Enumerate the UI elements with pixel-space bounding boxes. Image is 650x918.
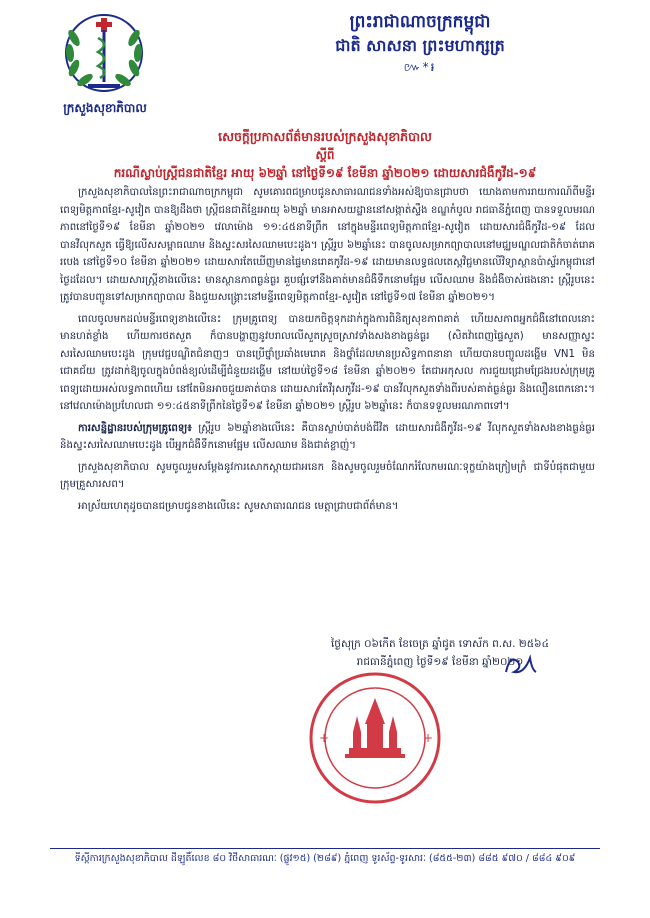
announcement-title: សេចក្តីប្រកាសព័ត៌មានរបស់ក្រសួងសុខាភិបាល [218,129,432,144]
kingdom-header [250,10,590,76]
footer-address: ទីស្តីការក្រសួងសុខាភិបាល ដីឡូតិ៍លេខ ៨០ វិថីសាធារណៈ (ផ្លូវ១៥) (២៨៩) ភ្នំពេញ ទូរស័ព្ទ-ទូរសារៈ (៨៥៥-២៣) ៨៨៥ ៩៧០ / ៨៨៤ ៩០៩ [74,853,576,864]
announcement-titles [40,128,610,182]
announcement-body [60,184,595,519]
lunar-date: ថ្ងៃសុក្រ ០៦កើត ខែចេត្រ ឆ្នាំជូត ទោស័ក ព.ស. ២៥៦៤ [330,638,550,650]
official-seal [305,668,445,808]
conclusion-text: ស្ត្រីរូប ៦២ឆ្នាំខាងលើនេះ គឺបានស្លាប់បាត់បង់ជីវិត ដោយសារជំងឺកូវីដ-១៩ វីលុកសួតទាំងសងខាងធ្ងន់ធ្ងរ និងស្ទះសរសៃឈាមបេះដូង បើអ្នកជំងឺទឹកនោមផ្អែម លើសឈាម និងជាត់ខ្លាញ់។ [60,422,595,451]
body-paragraph-4: ក្រសួងសុខាភិបាល សូមចូលរួមសម្តែងនូវការសោកស្តាយជាអនេក និងសូមចូលរួមចំណែករំលែកមរណៈទុក្ខយ៉ាងក្រៀមក្រំ ជាទីបំផុតជាមួយក្រុមគ្រួសារសព។ [60,461,595,490]
body-paragraph-3 [60,420,595,455]
conclusion-heading: ការសន្និដ្ឋានរបស់ក្រុមគ្រូពេទ្យ៖ [78,422,192,434]
svg-text:+: + [319,731,330,745]
announcement-subject: ករណីស្លាប់ស្ត្រីជនជាតិខ្មែរ អាយុ ៦២ឆ្នាំ នៅថ្ងៃទី១៩ ខែមីនា ឆ្នាំ២០២១ ដោយសារជំងឺកូវីដ-១៩ [113,166,537,180]
announcement-subject-label: ស្តីពី [315,148,335,162]
closing-dates [290,635,590,671]
national-motto: ជាតិ សាសនា ព្រះមហាក្សត្រ [335,36,505,55]
body-paragraph-5: អាស្រ័យហេតុដូចបានជម្រាបជូនខាងលើនេះ សូមសាធារណជន មេត្តាជ្រាបជាព័ត៌មាន។ [78,500,399,512]
header-ornament: ៚*៛ [403,60,437,74]
footer-divider [50,848,600,849]
signature [500,650,540,680]
ministry-name-label: ក្រសួងសុខាភិបាល [63,101,147,115]
body-paragraph-2: ពេលចូលមកដល់មន្ទីរពេទ្យខាងលើនេះ ក្រុមគ្រូពេទ្យ បានយកចិត្តទុកដាក់ក្នុងការពិនិត្យសុខភាពគាត់ ហើយសភាពអ្នកជំងឺនៅពេលនោះ មានហត់ខ្លាំង ហើយការថតសួត ក៏បានបង្ហាញនូវបរាលលើសួតស្រួចស្រាវទាំងសងខាងធ្ងន់ធ្ងរ (សិតវ៉ាពេញផ្ទៃសួត) មានសញ្ញាស្ទះសរសៃឈាមបេះដូង ក្រុមវេជ្ជបណ្ឌិតជំនាញៗ បានប្រើថ្នាំប្រឆាំងមេរោគ និងថ្នាំដែលមានប្រសិទ្ធភាពនានា ហើយបានបញ្ចូលដង្ហើម VN1 មិនជោគជ័យ ត្រូវដាក់ឱ្យចូលក្នុងបំពង់ខ្យល់ដើម្បីជំនួយដង្ហើម នៅយប់ថ្ងៃទី១៨ ខែមីនា ឆ្នាំ២០២១ តែជាអកុសល ការជួយជ្រោមជ្រែងរបស់ក្រុមគ្រូពេទ្យដោយអស់លទ្ធភាពហើយ នៅតែមិនអាចជួយគាត់បាន ដោយសារតែវីរុសកូវីដ-១៩ បានវីលុកសួតទាំងពីរបស់គាត់ធ្ងន់ធ្ងរ និងលឿនពេកនោះ។ នៅវេលាម៉ោងប្រហែលជា ១១:៤៥នាទីព្រឹកនៃថ្ងៃទី១៩ ខែមីនា ឆ្នាំ២០២១ ស្ត្រីរូប ៦២ឆ្នាំនេះ ក៏បានទទួលមរណភាពទៅ។ [60,313,595,412]
svg-text:+: + [423,731,434,745]
solar-date: រាជធានីភ្នំពេញ ថ្ងៃទី១៩ ខែមីនា ឆ្នាំ២០២១ [356,656,524,668]
ministry-of-health-logo [58,8,150,98]
kingdom-title: ព្រះរាជាណាចក្រកម្ពុជា [349,12,491,32]
body-paragraph-1: ក្រសួងសុខាភិបាលនៃព្រះរាជាណាចក្រកម្ពុជា សូមគោរពជម្រាបជូនសាធារណជនទាំងអស់ឱ្យបានជ្រាបថា យោងតាមការរាយការណ៍ពីមន្ទីរពេទ្យមិត្តភាពខ្មែរ-សូវៀត បានឱ្យដឹងថា ស្ត្រីជនជាតិខ្មែរអាយុ ៦២ឆ្នាំ មានអាសយដ្ឋាននៅសង្កាត់ស្ទឹង ខណ្ឌកំបូល រាជធានីភ្នំពេញ បានទទួលមរណភាពនៅថ្ងៃទី១៩ ខែមីនា ឆ្នាំ២០២១ វេលាម៉ោង ១១:៤៥នាទីព្រឹក នៅក្នុងមន្ទីរពេទ្យមិត្តភាពខ្មែរ-សូវៀត ដោយសារជំងឺកូវីដ-១៩ ដែលបានវីលុកសួត ធ្វើឱ្យលើសសម្ពាធឈាម និងស្ទះសរសៃឈាមបេះដូង។ ស្ត្រីរូប ៦២ឆ្នាំនេះ បានចូលសម្រាកព្យាបាលនៅមជ្ឈមណ្ឌលជាតិកំចាត់រោគរបេង នៅថ្ងៃទី១០ ខែមីនា ឆ្នាំ២០២១ ដោយសារតែឃើញមានផ្ទៃមានរោគកូវីដ-១៩ ដោយមានលទ្ធផលតេស្តវិជ្ជមានលើវិទ្យាស្ថានប៉ាស្ទ័រកម្ពុជានៅថ្ងៃដដែល។ ដោយសារស្ត្រីខាងលើនេះ មានស្ថានភាពធ្ងន់ធ្ងរ គួបផ្សំទៅនឹងគាត់មានជំងឺទឹកនោមផ្អែម លើសឈាម និងជំងឺចាស់ផងនោះ ស្ត្រីរូបនេះ ត្រូវបានបញ្ជូនទៅសម្រាកព្យាបាល និងជួយសង្គ្រោះនៅមន្ទីរពេទ្យមិត្តភាពខ្មែរ-សូវៀត នៅថ្ងៃទី១៧ ខែមីនា ឆ្នាំ២០២១។ [60,187,595,303]
